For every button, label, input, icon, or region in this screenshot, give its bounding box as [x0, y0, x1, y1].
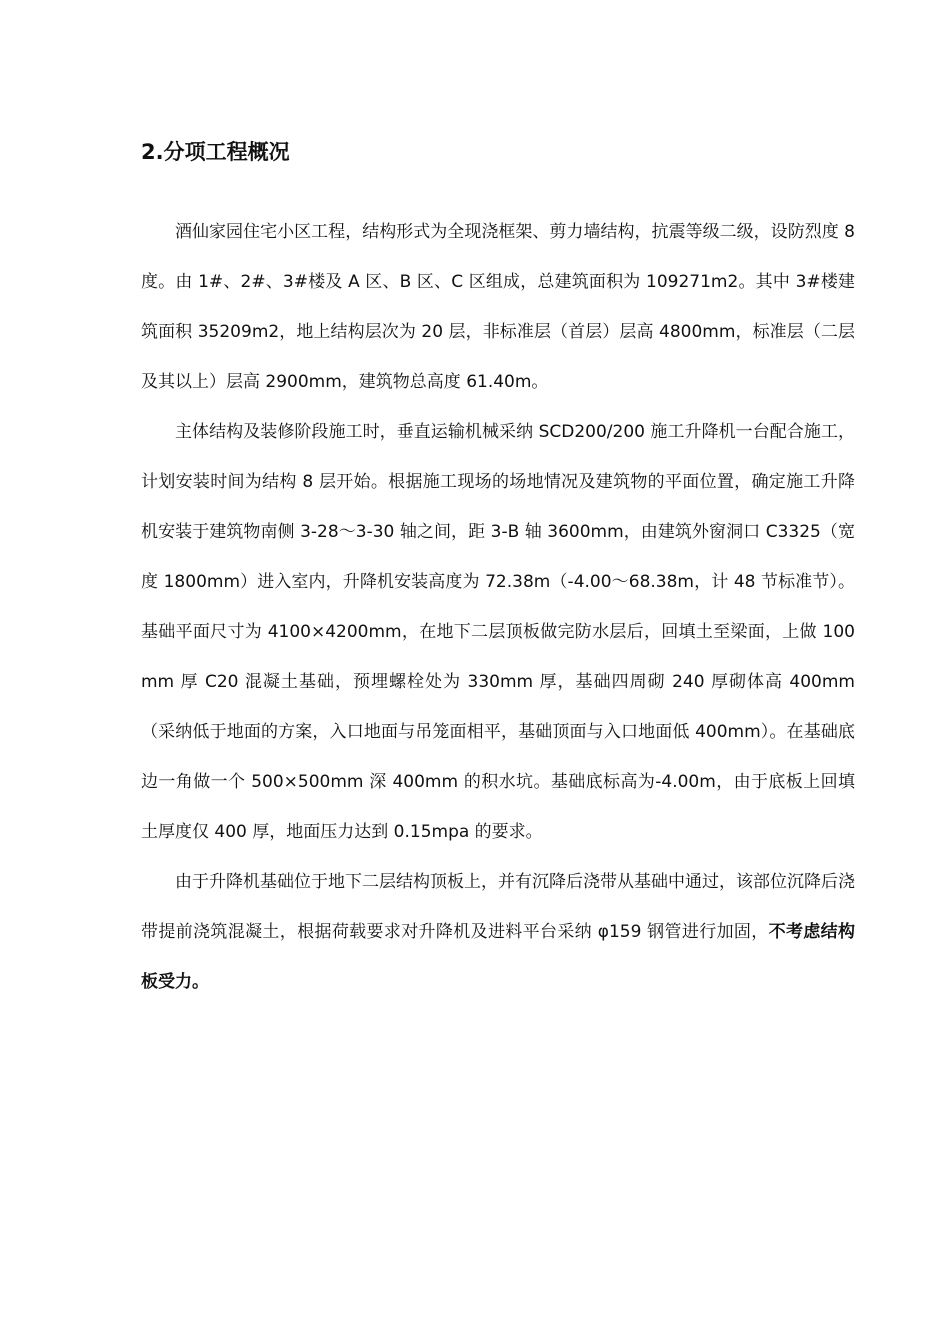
paragraph-hoist-installation: 主体结构及装修阶段施工时，垂直运输机械采纳 SCD200/200 施工升降机一台配合施工，计划安装时间为结构 8 层开始。根据施工现场的场地情况及建筑物的平面位置，确定施工升降机安装于建筑物南侧 3-28～3-30 轴之间，距 3-B 轴 3600mm，由建筑外窗洞口 C3325（宽度 1800mm）进入室内，升降机安装高度为 72.38m（-4.00～68.38m，计 48 节标准节）。基础平面尺寸为 4100×4200mm，在地下二层顶板做完防水层后，回填土至梁面，上做 100mm 厚 C20 混凝土基础，预埋螺栓处为 330mm 厚，基础四周砌 240 厚砌体高 400mm（采纳低于地面的方案，入口地面与吊笼面相平，基础顶面与入口地面低 400mm）。在基础底边一角做一个 500×500mm 深 400mm 的积水坑。基础底标高为-4.00m，由于底板上回填土厚度仅 400 厚，地面压力达到 0.15mpa 的要求。	[141, 422, 855, 842]
document-body	[141, 207, 855, 1007]
paragraph-foundation-reinforcement	[141, 857, 855, 1007]
paragraph-project-overview: 酒仙家园住宅小区工程，结构形式为全现浇框架、剪力墙结构，抗震等级二级，设防烈度 8 度。由 1#、2#、3#楼及 A 区、B 区、C 区组成，总建筑面积为 109271m2。其中 3#楼建筑面积 35209m2，地上结构层次为 20 层，非标准层（首层）层高 4800mm，标准层（二层及其以上）层高 2900mm，建筑物总高度 61.40m。	[141, 222, 855, 392]
section-heading: 2.分项工程概况	[141, 140, 290, 164]
paragraph-foundation-text: 由于升降机基础位于地下二层结构顶板上，并有沉降后浇带从基础中通过，该部位沉降后浇带提前浇筑混凝土，根据荷载要求对升降机及进料平台采纳 φ159 钢管进行加固，	[141, 872, 855, 942]
bold-conclusion: 不考虑结构板受力。	[141, 922, 856, 992]
